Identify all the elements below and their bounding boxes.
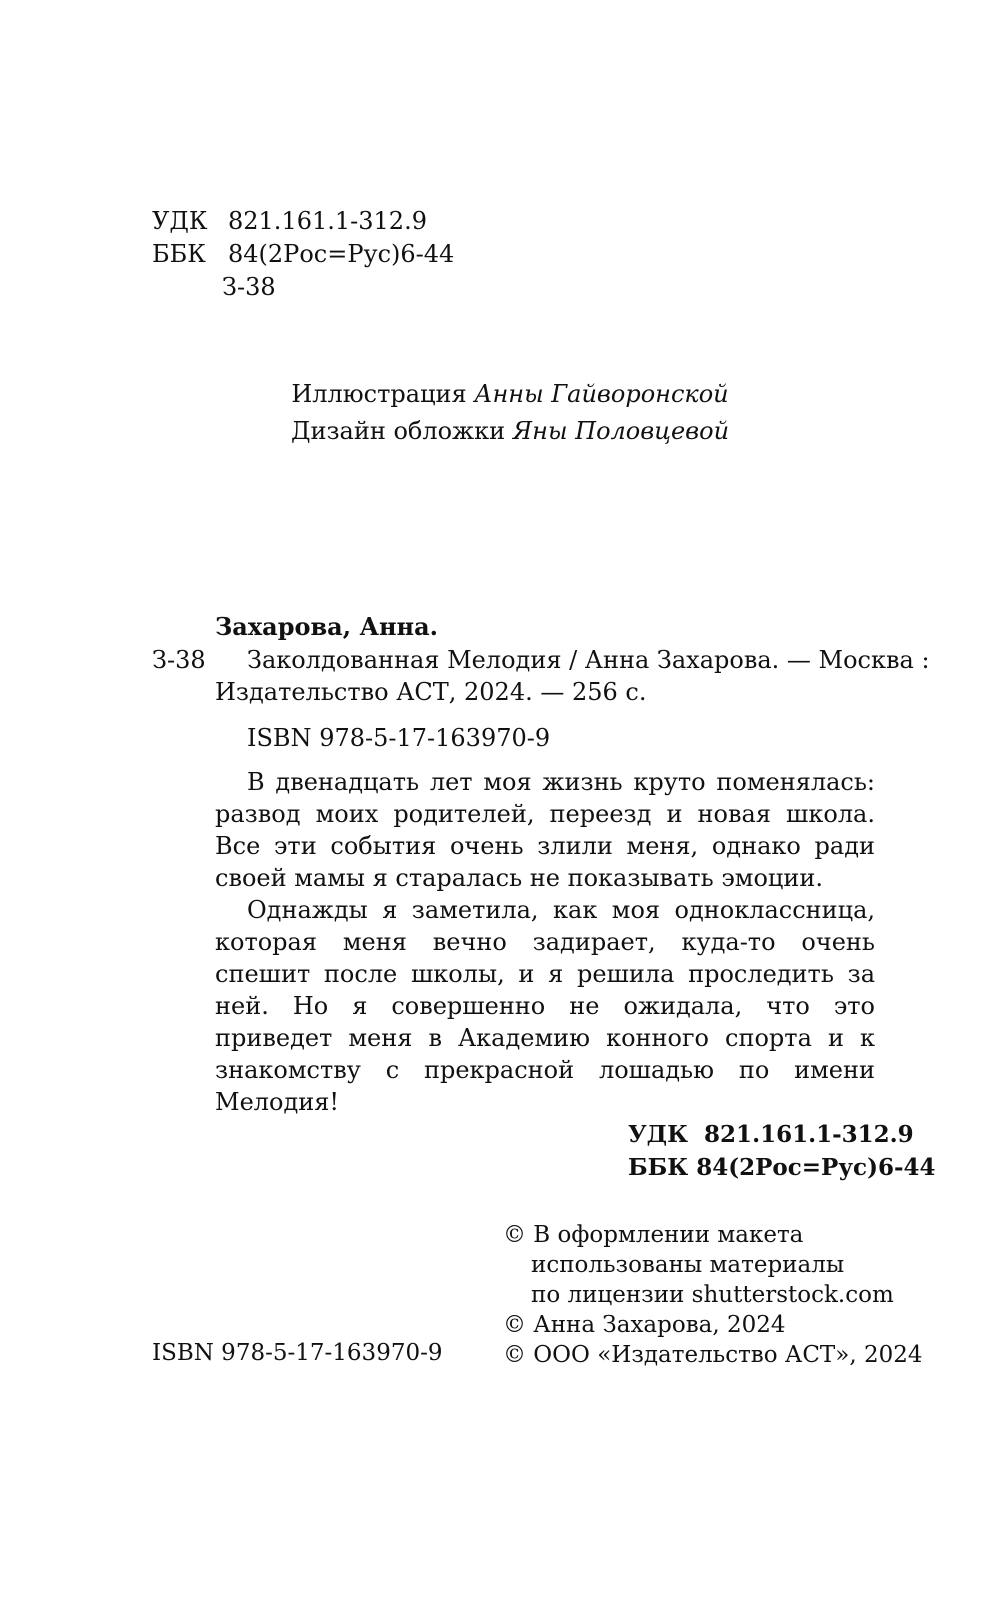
title-line-2: Издательство АСТ, 2024. — 256 с. — [215, 678, 647, 706]
cover-label: Дизайн обложки — [290, 417, 506, 445]
author-mark-top: З-38 — [222, 273, 276, 301]
classification-codes — [628, 1118, 936, 1184]
title-line-1: Заколдованная Мелодия / Анна Захарова. — Москва : — [247, 646, 930, 674]
bbk-label: ББК — [152, 240, 206, 268]
author-mark: З-38 — [152, 646, 206, 674]
isbn-line: ISBN 978-5-17-163970-9 — [247, 724, 551, 752]
copyright-author: © Анна Захарова, 2024 — [503, 1312, 786, 1338]
bbk-value: 84(2Рос=Рус)6-44 — [228, 240, 455, 268]
cover-designer-name: Яны Половцевой — [512, 417, 730, 445]
illustration-credit — [180, 376, 840, 413]
udk-value: 821.161.1-312.9 — [228, 207, 427, 235]
copyright-publisher: © ООО «Издательство АСТ», 2024 — [503, 1342, 923, 1368]
footer-isbn: ISBN 978-5-17-163970-9 — [152, 1340, 443, 1366]
udk-label: УДК — [152, 207, 208, 235]
udk-code: УДК 821.161.1-312.9 — [628, 1121, 914, 1148]
copyright-line-1b: использованы материалы — [531, 1252, 845, 1278]
copyright-line-1c: по лицензии shutterstock.com — [531, 1282, 894, 1308]
author-heading: Захарова, Анна. — [215, 612, 439, 641]
cover-credit — [180, 413, 840, 450]
credits-block — [180, 376, 840, 450]
copyright-line-1: © В оформлении макета — [503, 1222, 804, 1248]
annotation-paragraph-2: Однажды я заметила, как моя одноклассница, которая меня вечно задирает, куда-то очень спешит после школы, и я решила проследить за ней. Но я совершенно не ожидала, что это приведет меня в Академию конного спорта и к знакомству с прекрасной лошадью по имени Мелодия! — [215, 896, 875, 1116]
copyright-block — [503, 1220, 923, 1370]
annotation-paragraph-1: В двенадцать лет моя жизнь круто поменялась: развод моих родителей, переезд и новая школа. Все эти события очень злили меня, однако ради своей мамы я старалась не показывать эмоции. — [215, 768, 875, 892]
annotation — [215, 766, 875, 1118]
illustrator-name: Анны Гайворонской — [474, 380, 729, 408]
bbk-code: ББК 84(2Рос=Рус)6-44 — [628, 1154, 936, 1181]
illustration-label: Иллюстрация — [291, 380, 467, 408]
